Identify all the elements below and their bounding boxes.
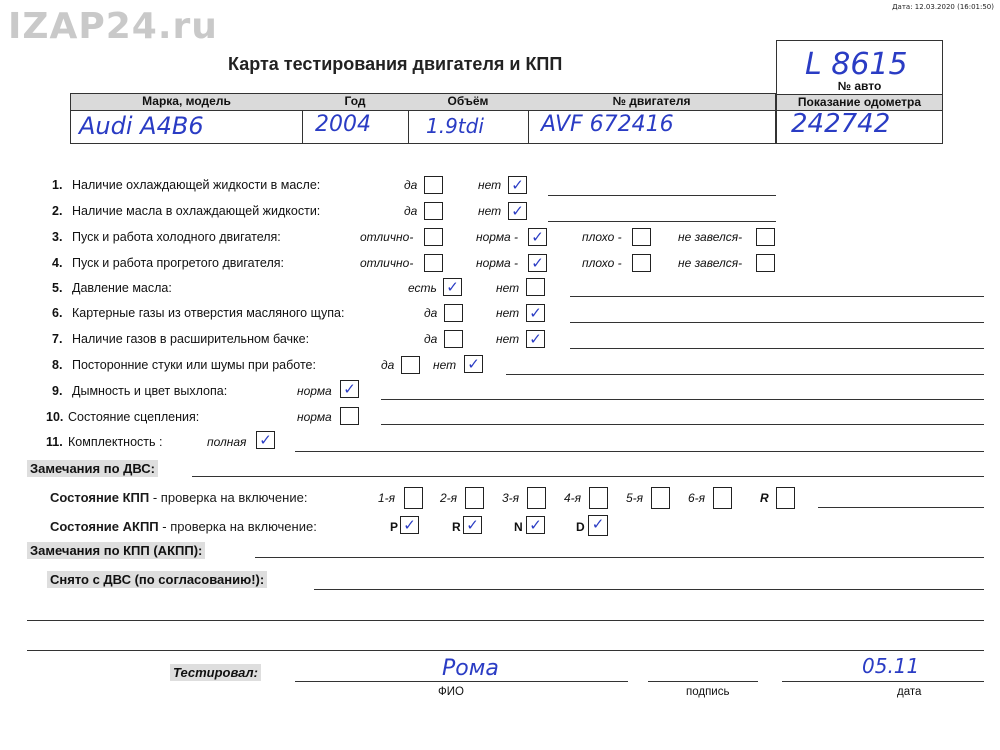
option-label: есть [408,281,437,295]
checkbox-gear-1[interactable] [404,487,423,509]
kpp-line [818,507,984,508]
fio-line [295,681,628,682]
question-text: Пуск и работа холодного двигателя: [72,230,281,244]
question-number: 9. [52,384,63,398]
checkbox-q8-no[interactable]: ✓ [464,355,483,373]
option-label: норма [297,410,332,424]
header-make: Марка, модель [71,94,303,111]
checkbox-q6-yes[interactable] [444,304,463,322]
option-label: нет [433,358,457,372]
tester-name-value: Рома [442,656,499,681]
signature-caption: подпись [686,686,730,698]
kpp-label [50,490,307,505]
option-label: не завелся- [678,256,743,270]
option-label: плохо - [582,230,622,244]
gear-label: P [390,520,399,534]
question-text: Пуск и работа прогретого двигателя: [72,256,284,270]
checkbox-q3-not-started[interactable] [756,228,775,246]
checkbox-q3-excellent[interactable] [424,228,443,246]
checkbox-gear-4[interactable] [589,487,608,509]
checkbox-gear-d[interactable]: ✓ [588,515,608,536]
header-auto-number: № авто [837,79,882,93]
vehicle-table-main [70,93,776,144]
question-text: Давление масла: [72,281,172,295]
header-year: Год [302,94,409,111]
remarks-kpp-line [255,557,984,558]
question-text: Состояние сцепления: [68,410,200,424]
question-number: 6. [52,306,63,320]
question-number: 3. [52,230,63,244]
removed-line-2 [27,620,984,621]
question-number: 7. [52,332,63,346]
engine-value: AVF 672416 [541,112,674,137]
question-text: Картерные газы из отверстия масляного щупа: [72,306,345,320]
gear-label: R [760,491,769,505]
site-watermark: IZAP24.ru [8,6,218,47]
option-label: нет [496,306,520,320]
option-label: нет [496,281,520,295]
akpp-label [50,519,317,534]
vehicle-table-right [776,40,943,144]
header-engine: № двигателя [528,94,775,111]
scan-date: Дата: 12.03.2020 (16:01:50) [892,3,994,11]
volume-value: 1.9tdi [426,114,484,138]
option-label: нет [478,204,502,218]
test-date-value: 05.11 [862,654,920,678]
checkbox-q11-complete[interactable]: ✓ [256,431,275,449]
answer-line [548,195,776,196]
question-text: Посторонние стуки или шумы при работе: [72,358,316,372]
header-odometer: Показание одометра [777,94,942,111]
checkbox-q10-normal[interactable] [340,407,359,425]
checkbox-gear-n[interactable]: ✓ [526,516,545,534]
checkbox-q7-no[interactable]: ✓ [526,330,545,348]
date-caption: дата [897,686,922,698]
answer-line [295,451,984,452]
question-number: 10. [46,410,64,424]
odometer-value: 242742 [791,109,891,139]
checkbox-q4-not-started[interactable] [756,254,775,272]
checkbox-q7-yes[interactable] [444,330,463,348]
question-number: 5. [52,281,63,295]
answer-line [548,221,776,222]
gear-label: 2-я [440,491,458,505]
option-label: да [424,306,438,320]
checkbox-q4-normal[interactable]: ✓ [528,254,547,272]
checkbox-gear-2[interactable] [465,487,484,509]
answer-line [570,322,984,323]
make-value: Audi A4B6 [79,112,204,140]
option-label: да [424,332,438,346]
option-label: полная [207,435,247,449]
gear-label: 3-я [502,491,520,505]
option-label: отлично- [360,256,414,270]
checkbox-gear-r-auto[interactable]: ✓ [463,516,482,534]
checkbox-gear-3[interactable] [527,487,546,509]
page-title: Карта тестирования двигателя и КПП [228,54,563,74]
option-label: норма - [476,256,519,270]
checkbox-q3-normal[interactable]: ✓ [528,228,547,246]
question-number: 2. [52,204,63,218]
checkbox-no-1-yes[interactable] [424,176,443,194]
header-volume: Объём [408,94,529,111]
question-number: 11. [46,435,63,449]
option-label: норма - [476,230,519,244]
answer-line [381,424,984,425]
option-label: не завелся- [678,230,743,244]
gear-label: 1-я [378,491,396,505]
remarks-engine-line [192,476,984,477]
checkbox-q4-excellent[interactable] [424,254,443,272]
gear-label: 5-я [626,491,644,505]
remarks-engine-label: Замечания по ДВС: [27,460,158,477]
checkbox-gear-5[interactable] [651,487,670,509]
question-number: 4. [52,256,63,270]
removed-line-3 [27,650,984,651]
checkbox-q6-no[interactable]: ✓ [526,304,545,322]
checkbox-gear-6[interactable] [713,487,732,509]
removed-label: Снято с ДВС (по согласованию!): [47,571,267,588]
option-label: да [404,204,418,218]
gear-label: 4-я [564,491,582,505]
checkbox-q9-normal[interactable]: ✓ [340,380,359,398]
checkbox-q2-yes[interactable] [424,202,443,220]
checkbox-q2-no[interactable]: ✓ [508,202,527,220]
question-number: 8. [52,358,63,372]
kpp-label-bold: Состояние КПП [50,490,150,505]
option-label: норма [297,384,332,398]
akpp-label-rest: - проверка на включение: [158,519,317,534]
checkbox-q5-no[interactable] [526,278,545,296]
question-text: Дымность и цвет выхлопа: [72,384,228,398]
checkbox-q8-yes[interactable] [401,356,420,374]
gear-label: R [452,520,461,534]
remarks-kpp-label: Замечания по КПП (АКПП): [27,542,205,559]
option-label: отлично- [360,230,414,244]
signature-line [648,681,758,682]
answer-line [570,348,984,349]
answer-line [570,296,984,297]
checkbox-q5-yes[interactable]: ✓ [443,278,462,296]
date-line [782,681,984,682]
option-label: плохо - [582,256,622,270]
answer-line [506,374,984,375]
gear-label: 6-я [688,491,706,505]
question-number: 1. [52,178,63,192]
akpp-label-bold: Состояние АКПП [50,519,159,534]
option-label: нет [478,178,502,192]
option-label: нет [496,332,520,346]
gear-label: N [514,520,523,534]
option-label: да [404,178,418,192]
question-text: Наличие охлаждающей жидкости в масле: [72,178,321,192]
fio-caption: ФИО [438,686,464,698]
kpp-label-rest: - проверка на включение: [149,490,308,505]
checkbox-gear-r[interactable] [776,487,795,509]
removed-line [314,589,984,590]
checkbox-gear-p[interactable]: ✓ [400,516,419,534]
checkbox-no-1-no[interactable]: ✓ [508,176,527,194]
tested-by-label: Тестировал: [170,664,261,681]
year-value: 2004 [315,112,371,137]
question-text: Комплектность : [68,435,163,449]
question-text: Наличие масла в охлаждающей жидкости: [72,204,321,218]
option-label: да [381,358,395,372]
auto-number-value: L 8615 [805,47,908,82]
checkbox-q3-bad[interactable] [632,228,651,246]
checkbox-q4-bad[interactable] [632,254,651,272]
gear-label: D [576,520,585,534]
answer-line [381,399,984,400]
question-text: Наличие газов в расширительном бачке: [72,332,310,346]
